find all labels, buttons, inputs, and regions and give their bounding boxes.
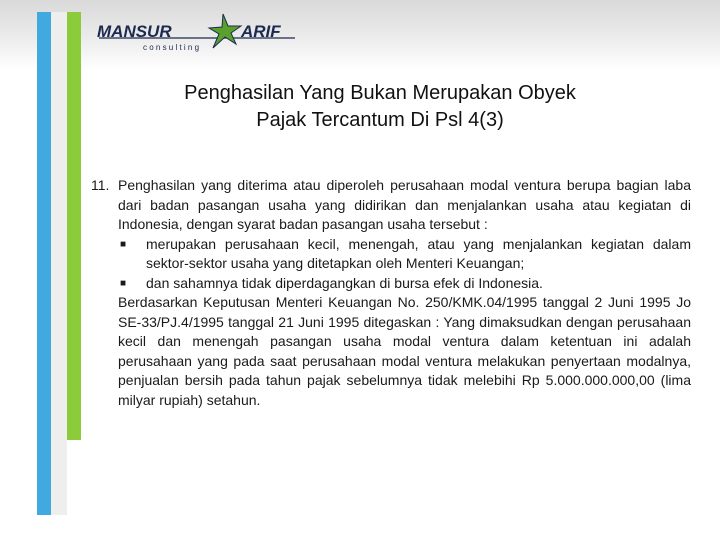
square-bullet-icon: ■ <box>120 277 127 289</box>
bullet-item <box>118 235 691 274</box>
stripe-blue <box>37 12 51 515</box>
logo-primary: MANSUR <box>97 22 172 41</box>
slide-title <box>110 80 650 134</box>
bullet-text: dan sahamnya tidak diperdagangkan di bursa efek di Indonesia. <box>146 274 543 291</box>
item-intro: Penghasilan yang diterima atau diperoleh perusahaan modal ventura berupa bagian laba dari badan pasangan usaha yang didirikan dan menjalankan usaha atau kegiatan di Indonesia, dengan syarat badan pasangan usaha tersebut : <box>118 177 691 232</box>
item-body <box>118 176 691 410</box>
item-number: 11. <box>91 177 110 193</box>
title-line-1: Penghasilan Yang Bukan Merupakan Obyek <box>184 82 576 104</box>
logo-tagline: c o n s u l t i n g <box>143 43 200 52</box>
logo-star-icon <box>209 14 241 48</box>
stripe-green <box>67 12 81 440</box>
title-line-2: Pajak Tercantum Di Psl 4(3) <box>256 109 504 131</box>
closing-paragraph: Berdasarkan Keputusan Menteri Keuangan No. 250/KMK.04/1995 tanggal 2 Juni 1995 Jo SE-33/PJ.4/1995 tanggal 21 Juni 1995 ditegaskan : Yang dimaksudkan dengan perusahaan kecil dan menengah pasangan usaha modal ventura dalam ketentuan ini adalah perusahaan yang pada saat perusahaan modal ventura melakukan penyertaan modalnya, penjualan bersih pada tahun pajak sebelumnya tidak melebihi Rp 5.000.000.000,00 (lima milyar rupiah) setahun. <box>118 294 691 408</box>
list-item <box>91 176 691 410</box>
bullet-text: merupakan perusahaan kecil, menengah, atau yang menjalankan kegiatan dalam sektor-sektor usaha yang ditetapkan oleh Menteri Keuangan; <box>146 235 691 271</box>
company-logo <box>95 10 305 56</box>
slide-body <box>91 176 691 410</box>
bullet-item <box>118 274 691 294</box>
stripe-gray <box>51 12 67 515</box>
square-bullet-icon: ■ <box>120 238 127 250</box>
logo-secondary: ARIF <box>241 22 281 41</box>
